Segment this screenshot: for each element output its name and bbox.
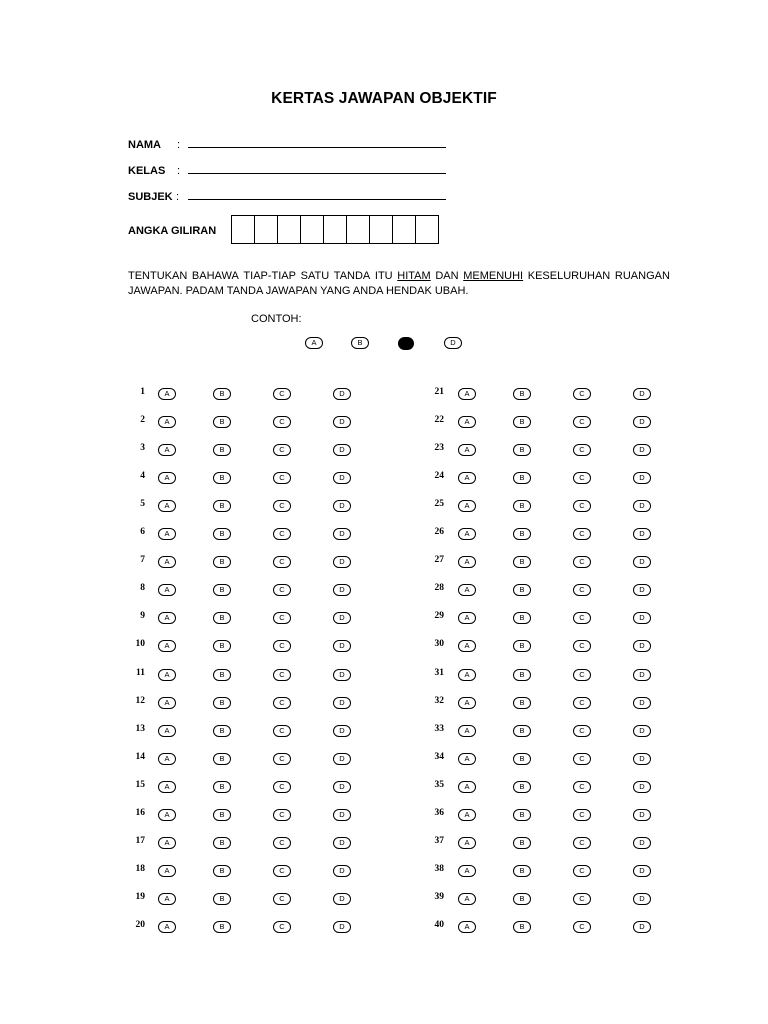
question-number: 11 [136, 668, 145, 678]
answer-bubble-b[interactable]: B [213, 837, 231, 849]
answer-bubble-a[interactable]: A [158, 640, 176, 652]
answer-bubble-c[interactable]: C [573, 388, 591, 400]
answer-bubble-c[interactable]: C [573, 472, 591, 484]
instructions [128, 269, 670, 298]
answer-bubble-d[interactable]: D [633, 809, 651, 821]
answer-bubble-b[interactable]: B [513, 753, 531, 765]
answer-bubble-c[interactable]: C [573, 669, 591, 681]
answer-bubble-a[interactable]: A [158, 472, 176, 484]
answer-bubble-a[interactable]: A [158, 809, 176, 821]
answer-bubble-b[interactable]: B [213, 921, 231, 933]
answer-bubble-b[interactable]: B [513, 893, 531, 905]
angka-giliran-box[interactable] [232, 216, 255, 243]
answer-bubble-b[interactable]: B [213, 753, 231, 765]
answer-bubble-c[interactable]: C [273, 753, 291, 765]
question-number: 30 [434, 639, 444, 649]
answer-bubble-d[interactable]: D [333, 640, 351, 652]
answer-bubble-d[interactable]: D [633, 612, 651, 624]
answer-bubble-d[interactable]: D [333, 388, 351, 400]
answer-bubble-b[interactable]: B [513, 416, 531, 428]
question-number: 15 [135, 780, 145, 790]
answer-bubble-d[interactable]: D [333, 444, 351, 456]
instruction-word: TIAP-TIAP [243, 270, 296, 282]
answer-bubble-d[interactable]: D [633, 781, 651, 793]
answer-bubble-a[interactable]: A [158, 584, 176, 596]
question-number: 18 [135, 864, 145, 874]
answer-bubble-b[interactable]: B [213, 444, 231, 456]
answer-bubble-b[interactable]: B [513, 584, 531, 596]
angka-giliran-label: ANGKA GILIRAN [128, 225, 217, 237]
instruction-word: HITAM [397, 270, 431, 282]
angka-giliran-box[interactable] [347, 216, 370, 243]
question-number: 12 [135, 696, 145, 706]
question-number: 17 [135, 836, 145, 846]
answer-bubble-d[interactable]: D [633, 753, 651, 765]
answer-bubble-d[interactable]: D [633, 444, 651, 456]
answer-bubble-a[interactable]: A [158, 669, 176, 681]
answer-bubble-b[interactable]: B [513, 809, 531, 821]
answer-bubble-a[interactable]: A [458, 472, 476, 484]
page-title: KERTAS JAWAPAN OBJEKTIF [271, 90, 497, 107]
answer-bubble-b[interactable]: B [213, 584, 231, 596]
answer-bubble-d[interactable]: D [333, 921, 351, 933]
answer-bubble-b[interactable]: B [213, 893, 231, 905]
angka-giliran-box[interactable] [393, 216, 416, 243]
answer-bubble-c[interactable]: C [273, 809, 291, 821]
instruction-word: BAHAWA [191, 270, 239, 282]
answer-bubble-b[interactable]: B [513, 444, 531, 456]
question-number: 8 [140, 583, 145, 593]
answer-bubble-d[interactable]: D [333, 865, 351, 877]
answer-bubble-b[interactable]: B [213, 669, 231, 681]
answer-bubble-a[interactable]: A [158, 416, 176, 428]
answer-bubble-d[interactable]: D [633, 865, 651, 877]
answer-bubble-c[interactable]: C [573, 893, 591, 905]
instruction-word: ITU [374, 270, 393, 282]
instruction-word: TENTUKAN [128, 270, 188, 282]
answer-bubble-a[interactable]: A [458, 921, 476, 933]
answer-bubble-b[interactable]: B [513, 697, 531, 709]
question-number: 1 [140, 387, 145, 397]
answer-bubble-d[interactable]: D [633, 500, 651, 512]
answer-bubble-a[interactable]: A [158, 781, 176, 793]
answer-bubble-a[interactable]: A [458, 416, 476, 428]
nama-label: NAMA [128, 139, 161, 151]
answer-bubble-b[interactable]: B [213, 640, 231, 652]
answer-bubble-b[interactable]: B [513, 640, 531, 652]
answer-bubble-a[interactable]: A [158, 388, 176, 400]
question-number: 22 [434, 415, 444, 425]
question-number: 23 [434, 443, 444, 453]
instruction-word: MEMENUHI [463, 270, 524, 282]
answer-bubble-d[interactable]: D [633, 921, 651, 933]
answer-bubble-b[interactable]: B [513, 528, 531, 540]
question-number: 2 [140, 415, 145, 425]
answer-bubble-b[interactable]: B [513, 500, 531, 512]
answer-bubble-d[interactable]: D [633, 640, 651, 652]
answer-bubble-d[interactable]: D [633, 472, 651, 484]
answer-bubble-a[interactable]: A [158, 837, 176, 849]
angka-giliran-box[interactable] [255, 216, 278, 243]
answer-bubble-c[interactable]: C [273, 556, 291, 568]
subjek-label: SUBJEK [128, 191, 173, 203]
answer-bubble-c[interactable]: C [573, 584, 591, 596]
answer-bubble-a[interactable]: A [158, 725, 176, 737]
question-number: 31 [434, 668, 444, 678]
answer-bubble-d[interactable]: D [333, 416, 351, 428]
answer-bubble-c[interactable]: C [273, 725, 291, 737]
kelas-colon: : [177, 165, 181, 177]
answer-bubble-a[interactable]: A [158, 893, 176, 905]
answer-bubble-c[interactable]: C [273, 893, 291, 905]
question-number: 40 [434, 920, 444, 930]
question-number: 37 [434, 836, 444, 846]
answer-bubble-d[interactable]: D [333, 781, 351, 793]
answer-bubble-d[interactable]: D [633, 388, 651, 400]
question-number: 5 [140, 499, 145, 509]
angka-giliran-box[interactable] [278, 216, 301, 243]
answer-bubble-c[interactable]: C [573, 753, 591, 765]
answer-bubble-a[interactable]: A [458, 640, 476, 652]
answer-bubble-a[interactable]: A [158, 444, 176, 456]
question-number: 16 [135, 808, 145, 818]
answer-bubble-b[interactable]: B [213, 472, 231, 484]
angka-giliran-boxes [231, 215, 439, 244]
question-number: 32 [434, 696, 444, 706]
answer-bubble-b[interactable]: B [513, 781, 531, 793]
question-number: 28 [434, 583, 444, 593]
answer-bubble-c[interactable]: C [573, 444, 591, 456]
question-number: 21 [434, 387, 444, 397]
answer-bubble-c[interactable]: C [573, 640, 591, 652]
answer-bubble-b[interactable]: B [513, 612, 531, 624]
question-number: 24 [434, 471, 444, 481]
question-number: 33 [434, 724, 444, 734]
answer-bubble-c[interactable]: C [273, 669, 291, 681]
answer-bubble-c[interactable]: C [273, 388, 291, 400]
answer-bubble-d[interactable]: D [333, 528, 351, 540]
instruction-word: SATU [300, 270, 330, 282]
answer-bubble-d[interactable]: D [333, 753, 351, 765]
answer-bubble-c[interactable]: C [573, 781, 591, 793]
answer-bubble-c[interactable]: C [573, 725, 591, 737]
instruction-word: TANDA [333, 270, 371, 282]
question-number: 34 [434, 752, 444, 762]
answer-bubble-b[interactable]: B [513, 725, 531, 737]
answer-bubble-a[interactable]: A [458, 753, 476, 765]
answer-bubble-c[interactable]: C [573, 865, 591, 877]
answer-bubble-c[interactable]: C [273, 444, 291, 456]
answer-bubble-d[interactable]: D [333, 669, 351, 681]
answer-bubble-a[interactable]: A [458, 809, 476, 821]
answer-bubble-c[interactable]: C [573, 837, 591, 849]
answer-bubble-c[interactable]: C [273, 921, 291, 933]
answer-bubble-b[interactable]: B [513, 472, 531, 484]
angka-giliran-box[interactable] [370, 216, 393, 243]
answer-bubble-c[interactable]: C [273, 697, 291, 709]
answer-bubble-a[interactable]: A [458, 528, 476, 540]
answer-bubble-c[interactable]: C [273, 640, 291, 652]
answer-bubble-c[interactable]: C [573, 556, 591, 568]
answer-bubble-a[interactable]: A [158, 528, 176, 540]
answer-bubble-d[interactable]: D [333, 725, 351, 737]
answer-bubble-d[interactable]: D [633, 893, 651, 905]
answer-bubble-d[interactable]: D [333, 697, 351, 709]
answer-bubble-a[interactable]: A [458, 697, 476, 709]
answer-bubble-c[interactable]: C [573, 697, 591, 709]
answer-bubble-a[interactable]: A [158, 865, 176, 877]
answer-bubble-d[interactable]: D [333, 472, 351, 484]
answer-bubble-d[interactable]: D [333, 809, 351, 821]
question-number: 27 [434, 555, 444, 565]
answer-bubble-b[interactable]: B [513, 865, 531, 877]
answer-bubble-b[interactable]: B [213, 388, 231, 400]
nama-colon: : [177, 139, 181, 151]
answer-bubble-b[interactable]: B [513, 837, 531, 849]
answer-bubble-a[interactable]: A [158, 697, 176, 709]
angka-giliran-box[interactable] [301, 216, 324, 243]
answer-bubble-a[interactable]: A [458, 837, 476, 849]
answer-bubble-d[interactable]: D [633, 416, 651, 428]
question-number: 26 [434, 527, 444, 537]
answer-bubble-d[interactable]: D [333, 837, 351, 849]
answer-bubble-b[interactable]: B [213, 556, 231, 568]
answer-bubble-b[interactable]: B [213, 500, 231, 512]
answer-bubble-c[interactable]: C [273, 837, 291, 849]
example-option-bubble: D [444, 337, 462, 349]
answer-bubble-c[interactable]: C [273, 865, 291, 877]
answer-bubble-d[interactable]: D [333, 500, 351, 512]
answer-bubble-c[interactable]: C [573, 921, 591, 933]
answer-bubble-a[interactable]: A [158, 612, 176, 624]
answer-bubble-b[interactable]: B [213, 809, 231, 821]
answer-bubble-c[interactable]: C [573, 809, 591, 821]
answer-bubble-a[interactable]: A [458, 865, 476, 877]
answer-bubble-c[interactable]: C [273, 528, 291, 540]
answer-bubble-a[interactable]: A [458, 893, 476, 905]
answer-bubble-c[interactable]: C [573, 416, 591, 428]
answer-bubble-d[interactable]: D [333, 893, 351, 905]
answer-bubble-b[interactable]: B [213, 416, 231, 428]
answer-bubble-a[interactable]: A [158, 921, 176, 933]
answer-bubble-a[interactable]: A [458, 556, 476, 568]
subjek-field[interactable] [188, 199, 446, 200]
example-option-filled [398, 337, 414, 350]
example-option-bubble: B [351, 337, 369, 349]
answer-bubble-a[interactable]: A [158, 753, 176, 765]
instructions-line-2: JAWAPAN. PADAM TANDA JAWAPAN YANG ANDA HENDAK UBAH. [128, 284, 469, 297]
question-number: 25 [434, 499, 444, 509]
instruction-word: KESELURUHAN [527, 270, 611, 282]
question-number: 14 [135, 752, 145, 762]
answer-bubble-a[interactable]: A [458, 584, 476, 596]
angka-giliran-box[interactable] [324, 216, 347, 243]
answer-bubble-c[interactable]: C [273, 612, 291, 624]
example-label: CONTOH: [251, 313, 302, 325]
answer-bubble-c[interactable]: C [273, 584, 291, 596]
answer-bubble-d[interactable]: D [333, 556, 351, 568]
answer-bubble-c[interactable]: C [573, 612, 591, 624]
answer-bubble-d[interactable]: D [633, 725, 651, 737]
answer-bubble-d[interactable]: D [633, 528, 651, 540]
answer-bubble-a[interactable]: A [458, 444, 476, 456]
answer-bubble-a[interactable]: A [458, 781, 476, 793]
instruction-word: DAN [435, 270, 459, 282]
kelas-field[interactable] [188, 173, 446, 174]
answer-bubble-a[interactable]: A [458, 725, 476, 737]
answer-bubble-a[interactable]: A [458, 500, 476, 512]
answer-bubble-d[interactable]: D [633, 837, 651, 849]
answer-bubble-c[interactable]: C [273, 472, 291, 484]
answer-bubble-b[interactable]: B [513, 669, 531, 681]
question-number: 35 [434, 780, 444, 790]
answer-bubble-b[interactable]: B [513, 388, 531, 400]
question-number: 10 [135, 639, 145, 649]
kelas-label: KELAS [128, 165, 166, 177]
answer-bubble-d[interactable]: D [633, 556, 651, 568]
answer-bubble-c[interactable]: C [273, 416, 291, 428]
answer-bubble-b[interactable]: B [213, 612, 231, 624]
answer-bubble-b[interactable]: B [213, 697, 231, 709]
instruction-word: RUANGAN [614, 270, 670, 282]
instructions-line-1 [128, 269, 670, 284]
answer-bubble-d[interactable]: D [633, 584, 651, 596]
subjek-colon: : [176, 191, 180, 203]
question-number: 4 [140, 471, 145, 481]
answer-bubble-a[interactable]: A [458, 612, 476, 624]
question-number: 6 [140, 527, 145, 537]
example-option-bubble: A [305, 337, 323, 349]
question-number: 7 [140, 555, 145, 565]
answer-bubble-b[interactable]: B [213, 725, 231, 737]
answer-bubble-d[interactable]: D [633, 697, 651, 709]
answer-bubble-b[interactable]: B [513, 921, 531, 933]
answer-bubble-a[interactable]: A [158, 556, 176, 568]
question-number: 29 [434, 611, 444, 621]
answer-bubble-b[interactable]: B [213, 781, 231, 793]
answer-bubble-a[interactable]: A [458, 388, 476, 400]
question-number: 38 [434, 864, 444, 874]
answer-bubble-a[interactable]: A [458, 669, 476, 681]
question-number: 19 [135, 892, 145, 902]
answer-bubble-d[interactable]: D [333, 612, 351, 624]
answer-bubble-d[interactable]: D [633, 669, 651, 681]
question-number: 36 [434, 808, 444, 818]
answer-bubble-d[interactable]: D [333, 584, 351, 596]
angka-giliran-box[interactable] [416, 216, 439, 243]
nama-field[interactable] [188, 147, 446, 148]
answer-bubble-b[interactable]: B [513, 556, 531, 568]
answer-bubble-c[interactable]: C [273, 781, 291, 793]
question-number: 13 [135, 724, 145, 734]
answer-bubble-c[interactable]: C [573, 500, 591, 512]
answer-bubble-c[interactable]: C [273, 500, 291, 512]
answer-bubble-b[interactable]: B [213, 528, 231, 540]
answer-bubble-c[interactable]: C [573, 528, 591, 540]
question-number: 20 [135, 920, 145, 930]
question-number: 9 [140, 611, 145, 621]
answer-bubble-b[interactable]: B [213, 865, 231, 877]
question-number: 39 [434, 892, 444, 902]
answer-bubble-a[interactable]: A [158, 500, 176, 512]
question-number: 3 [140, 443, 145, 453]
